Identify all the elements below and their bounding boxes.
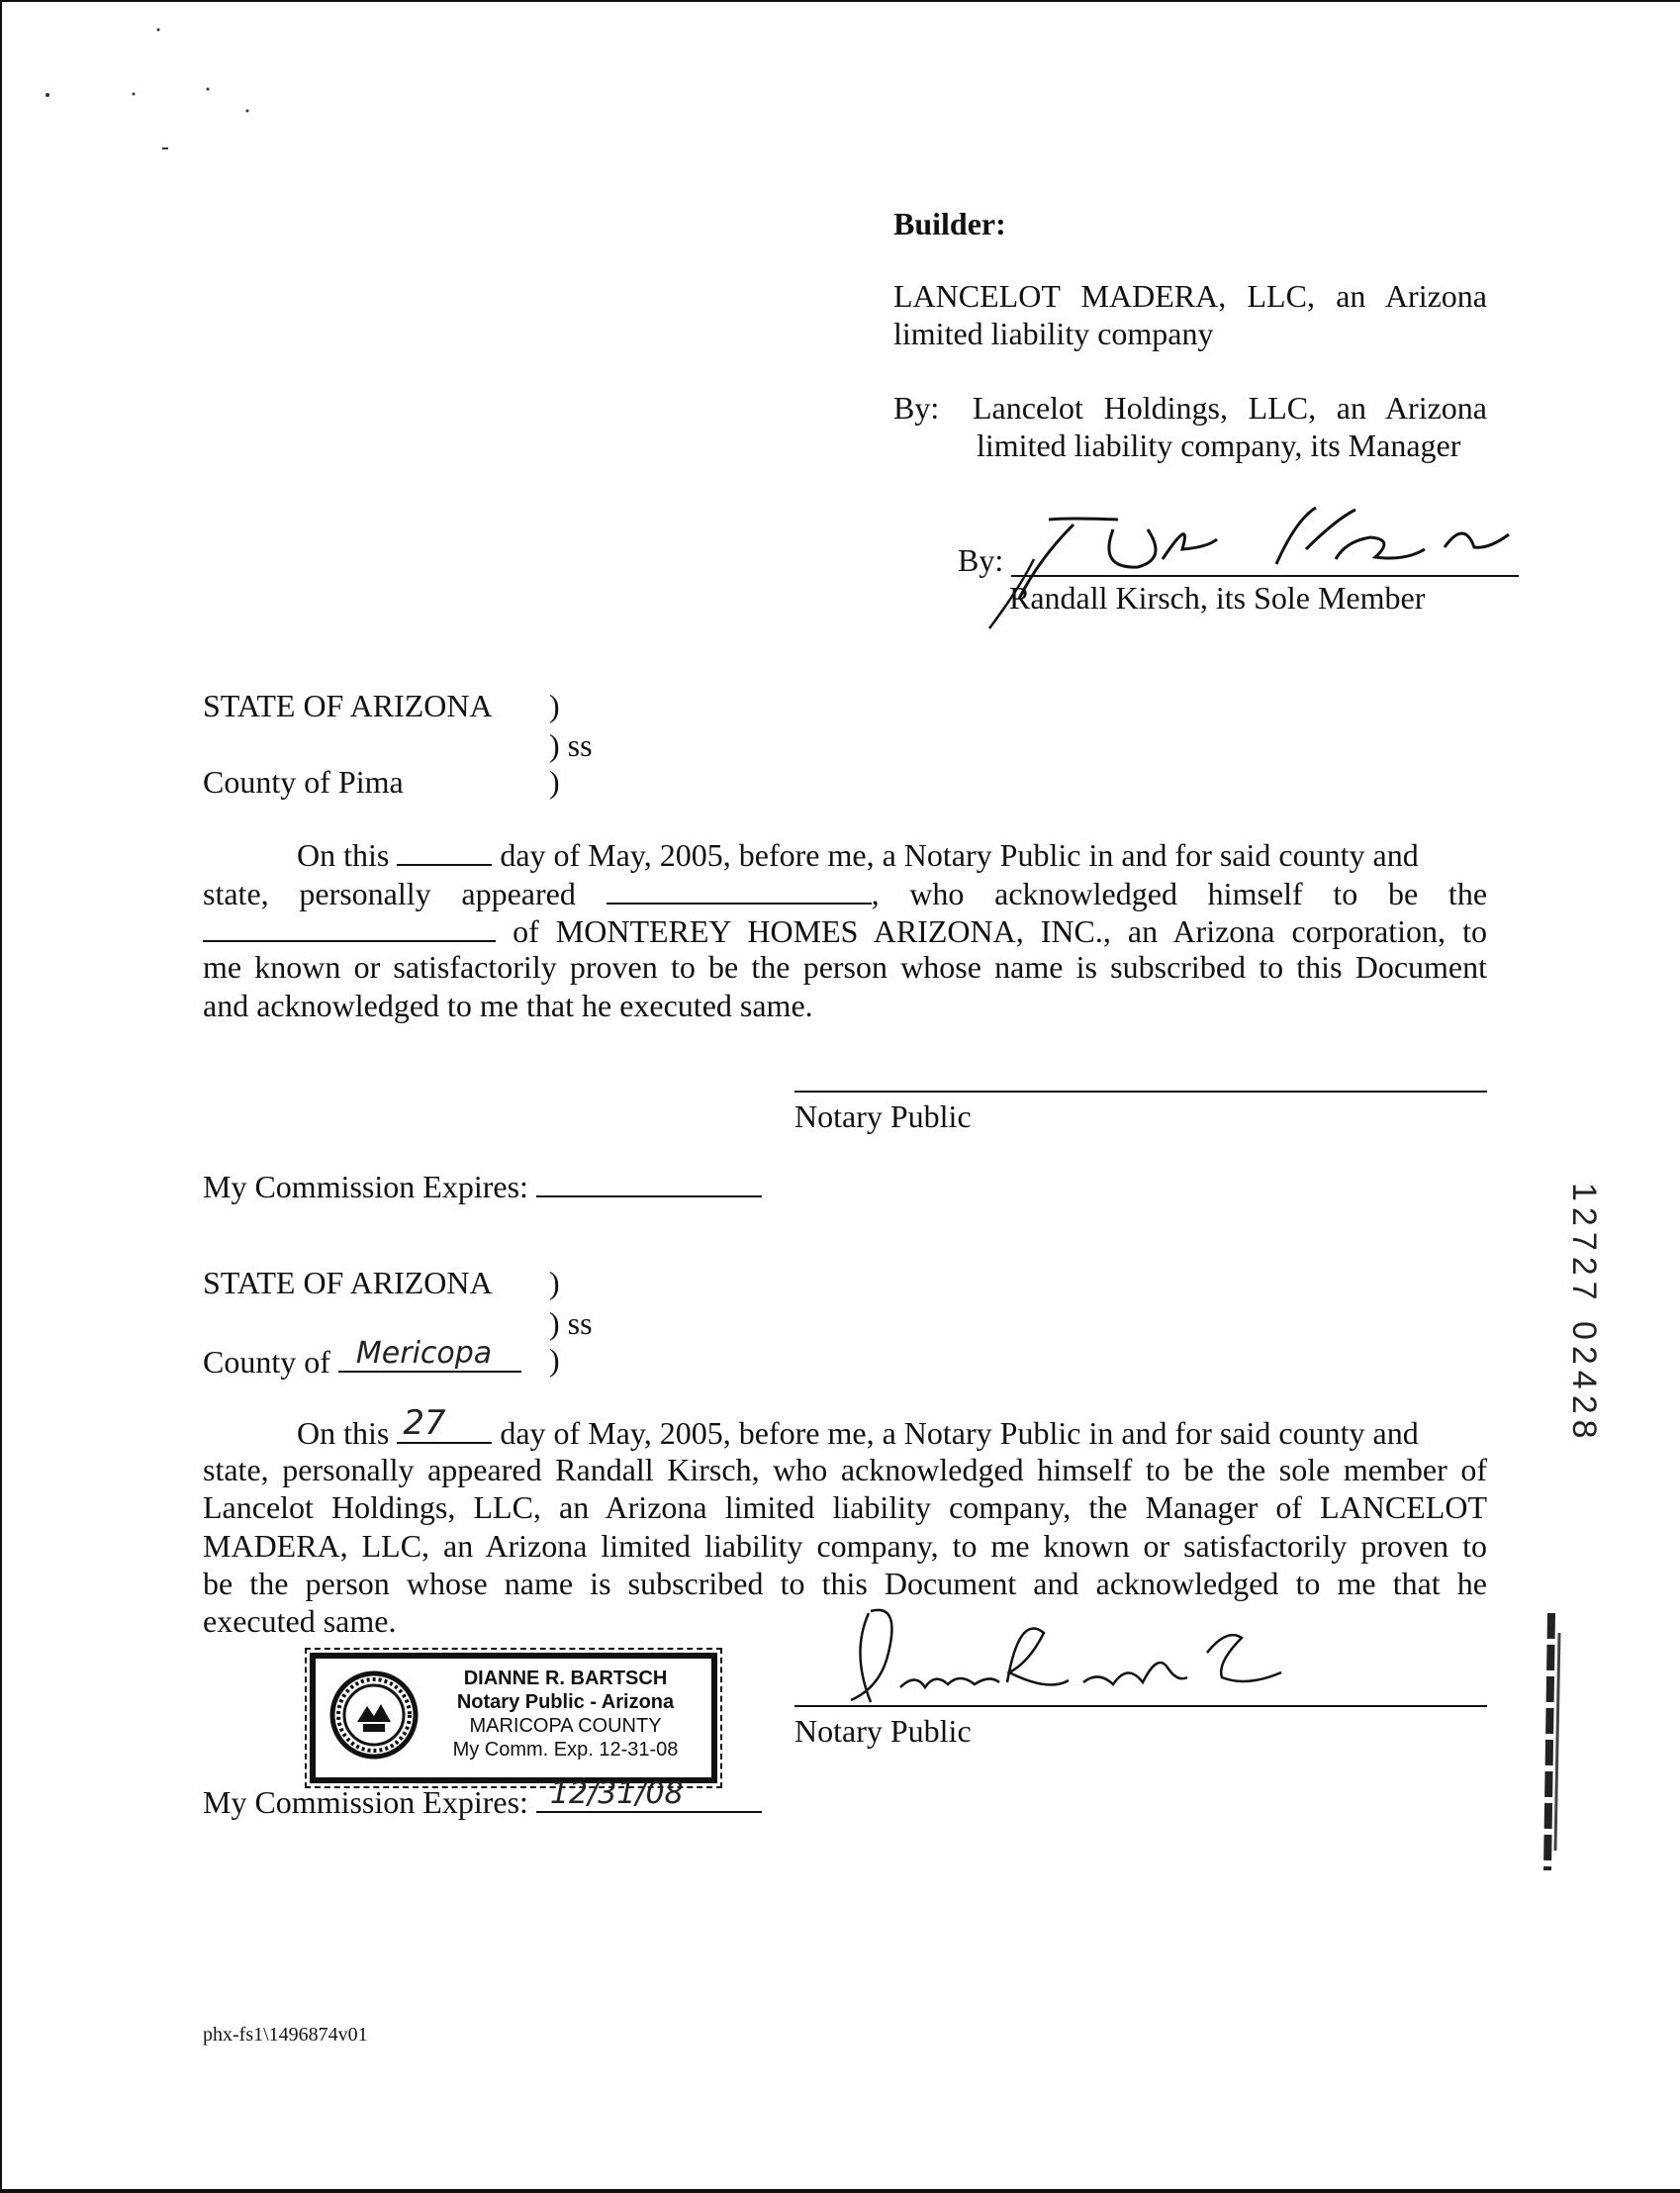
by-label-2: By: bbox=[958, 542, 1004, 578]
ack2-notary-signature-line bbox=[794, 1705, 1487, 1707]
ack1-line3 bbox=[203, 910, 1487, 950]
ack1-line5: and acknowledged to me that he executed same. bbox=[203, 988, 813, 1023]
ack1-p1a: On this bbox=[297, 837, 390, 873]
ack1-commission-blank[interactable] bbox=[536, 1166, 762, 1197]
ack1-line4: me known or satisfactorily proven to be the person whose name is subscribed to this Document bbox=[203, 949, 1487, 985]
ack2-p1a: On this bbox=[297, 1415, 390, 1451]
ack1-paren-top: ) bbox=[549, 688, 560, 723]
ack2-line5: be the person whose name is subscribed to this Document and acknowledged to me that he bbox=[203, 1566, 1487, 1601]
ack1-county: County of Pima bbox=[203, 764, 404, 800]
ack2-state: STATE OF ARIZONA bbox=[203, 1265, 493, 1300]
by-manager-line1: Lancelot Holdings, LLC, an Arizona bbox=[973, 390, 1487, 426]
arizona-seal-icon bbox=[329, 1670, 419, 1760]
ack1-p2b: , who acknowledged himself to be the bbox=[871, 876, 1488, 911]
ack1-name-blank[interactable] bbox=[607, 873, 872, 905]
ack1-commission-label: My Commission Expires: bbox=[203, 1169, 528, 1204]
ack2-notary-label: Notary Public bbox=[794, 1713, 972, 1749]
ack2-commission-blank bbox=[536, 1776, 762, 1813]
ack1-day-blank[interactable] bbox=[397, 834, 492, 866]
builder-heading: Builder: bbox=[893, 206, 1006, 241]
by-label-1: By: bbox=[893, 390, 940, 426]
stamp-county: MARICOPA COUNTY bbox=[469, 1715, 662, 1737]
builder-company-line2: limited liability company bbox=[893, 316, 1214, 351]
ack2-day-blank bbox=[397, 1403, 492, 1444]
ack2-county-handwritten: Mericopa bbox=[355, 1336, 493, 1371]
ack2-line1 bbox=[297, 1403, 1419, 1452]
ack2-commission-label: My Commission Expires: bbox=[203, 1784, 528, 1820]
stamp-expires: My Comm. Exp. 12-31-08 bbox=[452, 1739, 679, 1761]
ack2-ss: ) ss bbox=[549, 1305, 593, 1341]
recording-number: 12727 02428 bbox=[1565, 1183, 1603, 1445]
ack1-line1 bbox=[297, 834, 1419, 874]
ack2-line3: Lancelot Holdings, LLC, an Arizona limited liability company, the Manager of LANCELOT bbox=[203, 1489, 1487, 1525]
ack1-notary-label: Notary Public bbox=[794, 1098, 972, 1134]
builder-company-line1: LANCELOT MADERA, LLC, an Arizona bbox=[893, 278, 1487, 314]
ack1-paren-bottom: ) bbox=[549, 764, 560, 800]
ack2-day-handwritten: 27 bbox=[403, 1403, 446, 1443]
ack1-p2a: state, personally appeared bbox=[203, 876, 576, 911]
page-border-bottom bbox=[0, 2189, 1680, 2193]
notary-stamp bbox=[310, 1653, 717, 1783]
ack1-commission bbox=[203, 1166, 762, 1205]
page-border-left bbox=[0, 0, 2, 2193]
builder-signature bbox=[980, 490, 1534, 648]
stamp-name: DIANNE R. BARTSCH bbox=[463, 1668, 668, 1689]
ack1-p3b: of MONTEREY HOMES ARIZONA, INC., an Arizona corporation, to bbox=[513, 913, 1488, 949]
ack1-notary-signature-line bbox=[794, 1091, 1487, 1093]
notary-signature bbox=[831, 1593, 1286, 1722]
ack1-p1b: day of May, 2005, before me, a Notary Public in and for said county and bbox=[500, 837, 1419, 873]
ack2-line6: executed same. bbox=[203, 1603, 397, 1639]
scan-specks bbox=[0, 0, 257, 158]
ack2-commission-handwritten: 12/31/08 bbox=[549, 1776, 684, 1811]
scan-artifact-right bbox=[1534, 1603, 1573, 1880]
signer-name: Randall Kirsch, its Sole Member bbox=[1009, 580, 1426, 616]
ack1-title-blank[interactable] bbox=[203, 910, 496, 942]
ack2-county-label: County of bbox=[203, 1344, 330, 1380]
ack1-ss: ) ss bbox=[549, 727, 593, 763]
document-id: phx-fs1\1496874v01 bbox=[203, 2024, 368, 2046]
stamp-text bbox=[424, 1667, 706, 1762]
ack2-county-blank bbox=[338, 1336, 521, 1373]
ack2-paren-top: ) bbox=[549, 1265, 560, 1300]
by-manager-line2: limited liability company, its Manager bbox=[977, 428, 1461, 463]
ack1-state: STATE OF ARIZONA bbox=[203, 688, 493, 723]
ack2-commission bbox=[203, 1776, 762, 1821]
ack2-county bbox=[203, 1336, 521, 1381]
ack2-paren-bottom: ) bbox=[549, 1342, 560, 1378]
stamp-title: Notary Public - Arizona bbox=[456, 1691, 675, 1713]
ack2-p1b: day of May, 2005, before me, a Notary Public in and for said county and bbox=[500, 1415, 1419, 1451]
ack1-line2 bbox=[203, 873, 1487, 912]
ack2-line2: state, personally appeared Randall Kirsch, who acknowledged himself to be the sole member of bbox=[203, 1452, 1487, 1487]
ack2-line4: MADERA, LLC, an Arizona limited liability company, to me known or satisfactorily proven to bbox=[203, 1528, 1487, 1564]
